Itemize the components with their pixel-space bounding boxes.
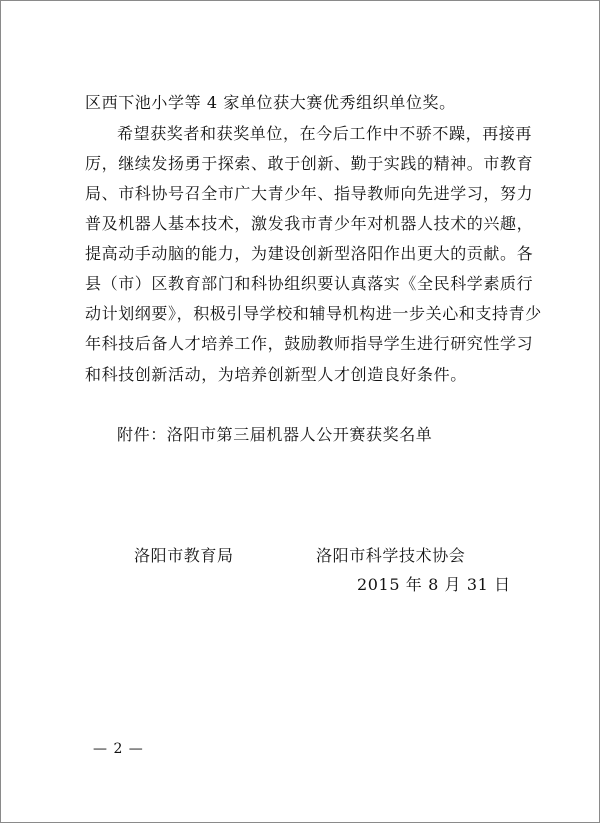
signatory-science-association: 洛阳市科学技术协会 — [316, 546, 466, 565]
signatory-education-bureau: 洛阳市教育局 — [134, 546, 234, 565]
body-line-9: 年科技后备人才培养工作，鼓励教师指导学生进行研究性学习 — [85, 334, 534, 353]
body-line-4: 局、市科协号召全市广大青少年、指导教师向先进学习，努力 — [85, 184, 534, 203]
body-line-7: 县（市）区教育部门和科协组织要认真落实《全民科学素质行 — [85, 274, 534, 293]
body-line-8: 动计划纲要》，积极引导学校和辅导机构进一步关心和支持青少 — [85, 304, 542, 323]
body-line-3: 厉，继续发扬勇于探索、敢于创新、勤于实践的精神。市教育 — [85, 154, 534, 173]
document-date: 2015 年 8 月 31 日 — [357, 575, 511, 594]
body-line-10: 和科技创新活动，为培养创新型人才创造良好条件。 — [85, 365, 467, 384]
body-line-6: 提高动手动脑的能力，为建设创新型洛阳作出更大的贡献。各 — [85, 244, 534, 263]
body-line-5: 普及机器人基本技术，激发我市青少年对机器人技术的兴趣， — [85, 214, 534, 233]
body-line-2: 希望获奖者和获奖单位，在今后工作中不骄不躁，再接再 — [117, 124, 533, 143]
attachment-line: 附件：洛阳市第三届机器人公开赛获奖名单 — [117, 425, 433, 444]
body-line-1: 区西下池小学等 4 家单位获大赛优秀组织单位奖。 — [85, 93, 456, 112]
page-number: — 2 — — [93, 741, 144, 757]
